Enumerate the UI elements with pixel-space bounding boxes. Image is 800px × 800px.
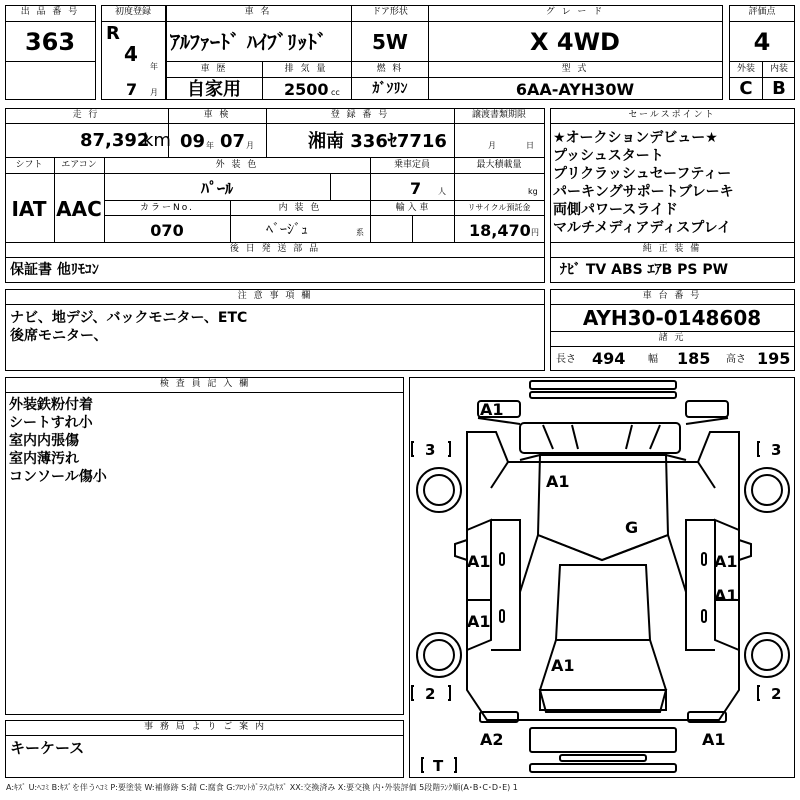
mark-roof: A1: [551, 656, 575, 675]
era: R: [106, 23, 120, 44]
mark-front: A1: [480, 400, 504, 419]
mileage-label: 走 行: [72, 110, 100, 120]
tire-left-rear: 2: [425, 685, 436, 703]
sales-point-item: パーキングサポートブレーキ: [553, 184, 734, 200]
year-unit: 年: [150, 62, 158, 71]
recycle-deposit: 18,470: [469, 221, 531, 240]
recycle-label: リサイクル預託金: [467, 203, 531, 212]
transfer-month-unit: 月: [488, 141, 496, 150]
max-load-label: 最大積載量: [476, 160, 522, 170]
grade-label: グ レ ー ド: [545, 7, 605, 17]
sales-point-item: プリクラッシュセーフティー: [553, 166, 732, 182]
exterior-grade: C: [739, 78, 753, 99]
model-label: 型 式: [561, 64, 589, 74]
height: 195: [757, 349, 791, 368]
grade: X 4WD: [530, 28, 620, 56]
door-type-label: ドア形状: [372, 7, 408, 17]
score: 4: [753, 28, 771, 56]
mark-hood: A1: [546, 472, 570, 491]
capacity: 7: [410, 179, 422, 198]
exterior-color: ﾊﾟｰﾙ: [200, 179, 234, 198]
inspector-line: 外装鉄粉付着: [9, 397, 93, 413]
ac-label: エアコン: [61, 160, 97, 170]
equipment-label: 純 正 装 備: [642, 244, 702, 254]
later-parts-label: 後 日 発 送 部 品: [229, 244, 321, 254]
notes-label: 注 意 事 項 欄: [237, 291, 313, 301]
mark-rear-left: A2: [480, 730, 504, 749]
mark-right-rear-slide: A1: [714, 586, 738, 605]
first-registration-year: 4: [124, 42, 138, 66]
width-label: 幅: [648, 354, 658, 365]
tire-right-rear: 2: [771, 685, 782, 703]
sales-point-item: プッシュスタート: [553, 148, 664, 164]
chassis-number: AYH30-0148608: [582, 306, 762, 330]
transfer-day-unit: 日: [526, 141, 534, 150]
tire-left-front: 3: [425, 441, 436, 459]
sales-point-item: マルチメディアディスプレイ: [553, 220, 731, 236]
note-line: ナビ、地デジ、バックモニター、ETC: [10, 310, 248, 326]
first-registration-label: 初度登録: [114, 7, 152, 17]
car-name-label: 車 名: [244, 7, 272, 17]
later-parts: 保証書 他ﾘﾓｺﾝ: [10, 262, 99, 278]
interior-grade-label: 内装: [769, 64, 789, 74]
displacement: 2500: [284, 80, 329, 99]
mark-right-front-door: A1: [714, 552, 738, 571]
month-unit: 月: [150, 88, 158, 97]
inspection-month: 07: [220, 131, 246, 152]
height-label: 高さ: [726, 354, 746, 365]
car-name: ｱﾙﾌｧｰﾄﾞ ﾊｲﾌﾞﾘｯﾄﾞ: [170, 30, 327, 54]
door-type: 5W: [372, 30, 408, 54]
sales-point-item: ★オークションデビュー★: [553, 130, 718, 146]
score-label: 評価点: [748, 7, 776, 17]
lot-number: 363: [24, 28, 76, 56]
max-load-unit: kg: [528, 187, 538, 196]
tire-right-front: 3: [771, 441, 782, 459]
plate-number: 湘南 336ｾ7716: [308, 131, 447, 152]
color-number: 070: [150, 221, 184, 240]
inspector-label: 検 査 員 記 入 欄: [159, 379, 251, 389]
inspection-label: 車 検: [203, 110, 231, 120]
interior-color: ﾍﾞｰｼﾞｭ: [266, 222, 308, 238]
equipment: ﾅﾋﾞ TV ABS ｴｱB PS PW: [560, 262, 729, 278]
mark-windshield: G: [625, 518, 639, 537]
displacement-unit: cc: [331, 88, 340, 97]
office-note: キーケース: [10, 739, 85, 757]
import-label: 輸 入 車: [395, 203, 429, 213]
mileage-unit: km: [143, 130, 171, 151]
mark-rear-right: A1: [702, 730, 726, 749]
length: 494: [592, 349, 626, 368]
fuel-label: 燃 料: [376, 64, 404, 74]
capacity-unit: 人: [438, 187, 446, 196]
office-label: 事 務 局 よ り ご 案 内: [143, 722, 267, 732]
chassis-label: 車 台 番 号: [642, 291, 702, 301]
inspector-line: 室内内張傷: [9, 433, 79, 449]
exterior-color-label: 外 装 色: [215, 160, 259, 170]
plate-label: 登 録 番 号: [330, 110, 390, 120]
sales-point-item: 両側パワースライド: [553, 202, 678, 218]
inspection-year: 09: [180, 131, 206, 152]
air-conditioner: AAC: [56, 197, 102, 221]
interior-color-unit: 系: [356, 228, 364, 237]
shift: IAT: [11, 197, 47, 221]
inspector-line: コンソール傷小: [9, 469, 107, 485]
length-label: 長さ: [556, 354, 576, 365]
width: 185: [677, 349, 711, 368]
inspection-year-unit: 年: [206, 141, 214, 150]
inspector-line: シートすれ小: [9, 415, 93, 431]
capacity-label: 乗車定員: [393, 160, 431, 170]
model-code: 6AA-AYH30W: [515, 80, 635, 99]
specs-label: 諸 元: [658, 333, 686, 343]
exterior-grade-label: 外装: [736, 64, 756, 74]
displacement-label: 排 気 量: [284, 64, 328, 74]
mileage: 87,392: [80, 130, 150, 151]
interior-grade: B: [772, 78, 786, 99]
fuel: ｶﾞｿﾘﾝ: [372, 81, 408, 97]
lot-label: 出 品 番 号: [20, 7, 80, 17]
inspector-line: 室内薄汚れ: [9, 451, 79, 467]
shift-label: シフト: [15, 160, 43, 170]
car-diagram: [409, 377, 795, 778]
legend: A:ｷｽﾞ U:ﾍｺﾐ B:ｷｽﾞを伴うﾍｺﾐ P:要塗装 W:補修跡 S:錆 C:腐食 G:ﾌﾛﾝﾄｶﾞﾗｽ点ｷｽﾞ XX:交換済み X:要交換 内･外装評価 5段階ﾗﾝｸ順(A･B･C･D･E) 1: [6, 783, 518, 792]
mark-left-front-door: A1: [467, 552, 491, 571]
interior-color-label: 内 装 色: [278, 203, 322, 213]
history: 自家用: [187, 79, 241, 100]
mark-left-rear-door: A1: [467, 612, 491, 631]
history-label: 車 歴: [200, 64, 228, 74]
note-line: 後席モニター、: [10, 328, 108, 344]
inspection-month-unit: 月: [246, 141, 254, 150]
sales-points-label: セールスポイント: [628, 110, 716, 120]
color-number-label: カラーNo.: [140, 203, 194, 213]
transfer-deadline-label: 譲渡書類期限: [471, 110, 527, 120]
first-registration-month: 7: [126, 80, 138, 99]
tire-spare: T: [433, 757, 444, 775]
recycle-unit: 円: [531, 228, 539, 237]
